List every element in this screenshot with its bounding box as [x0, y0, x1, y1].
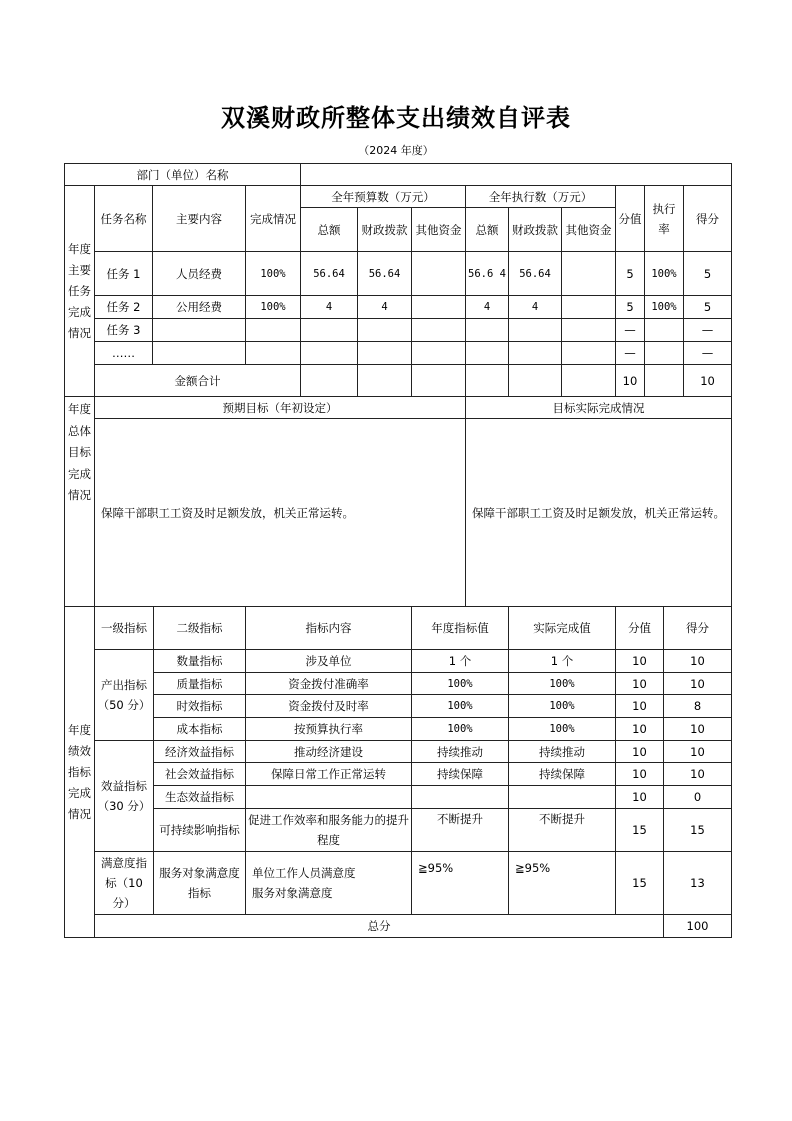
task-row: [65, 342, 732, 365]
task-exec-fiscal: 56.64: [509, 252, 562, 296]
expected-header: 预期目标（年初设定）: [95, 397, 466, 419]
task-score: 5: [684, 296, 732, 319]
ind-content: 资金拨付准确率: [246, 673, 412, 695]
indicator-row: [65, 852, 732, 915]
goals-side-label: 年度总体目标完成情况: [65, 397, 95, 607]
task-name: ……: [95, 342, 153, 365]
ind-level2: 质量指标: [154, 673, 246, 695]
sum-cell: [562, 365, 616, 397]
group-benefit: 效益指标（30 分）: [95, 741, 154, 852]
indicator-row: [65, 786, 732, 809]
sum-cell: [301, 365, 358, 397]
ind-target: [412, 786, 509, 809]
hdr-budget-group: 全年预算数（万元）: [301, 186, 466, 208]
actual-header: 目标实际完成情况: [466, 397, 732, 419]
task-exec-other: [562, 252, 616, 296]
hdr-exec-fiscal: 财政拨款: [509, 208, 562, 252]
tasks-side-label: 年度主要任务完成情况: [65, 186, 95, 397]
ind-content: 促进工作效率和服务能力的提升程度: [246, 809, 412, 852]
indicator-row: [65, 809, 732, 852]
task-rate: 100%: [645, 252, 684, 296]
sum-cell: [509, 365, 562, 397]
task-budget-other: [412, 319, 466, 342]
hdr-target: 年度指标值: [412, 607, 509, 650]
task-row: [65, 252, 732, 296]
ind-value: 10: [616, 763, 664, 786]
ind-target: 100%: [412, 673, 509, 695]
task-name: 任务 3: [95, 319, 153, 342]
ind-content: 资金拨付及时率: [246, 695, 412, 718]
hdr-exec-other: 其他资金: [562, 208, 616, 252]
ind-value: 15: [616, 852, 664, 915]
sum-cell: [358, 365, 412, 397]
sum-row: [65, 365, 732, 397]
indicators-table: [64, 606, 732, 938]
ind-score: 10: [664, 673, 732, 695]
ind-content: 推动经济建设: [246, 741, 412, 763]
ind-score: 0: [664, 786, 732, 809]
hdr-completion: 完成情况: [246, 186, 301, 252]
indicator-row: [65, 718, 732, 741]
total-row: [65, 915, 732, 938]
task-exec-other: [562, 342, 616, 365]
task-name: 任务 2: [95, 296, 153, 319]
indicator-row: [65, 741, 732, 763]
group-output: 产出指标（50 分）: [95, 650, 154, 741]
hdr-budget-other: 其他资金: [412, 208, 466, 252]
hdr-score-value: 分值: [616, 186, 645, 252]
ind-content-line: 服务对象满意度: [252, 886, 333, 900]
task-budget-other: [412, 342, 466, 365]
ind-actual: 100%: [509, 673, 616, 695]
hdr-task-name: 任务名称: [95, 186, 153, 252]
task-budget-total: 56.64: [301, 252, 358, 296]
ind-content: 涉及单位: [246, 650, 412, 673]
ind-level2: 社会效益指标: [154, 763, 246, 786]
actual-text: 保障干部职工工资及时足额发放，机关正常运转。: [466, 419, 732, 607]
year-subtitle: （2024 年度）: [358, 144, 434, 157]
ind-value: 10: [616, 673, 664, 695]
ind-target: 不断提升: [412, 809, 509, 852]
ind-target: 100%: [412, 695, 509, 718]
task-value: —: [616, 342, 645, 365]
indicator-row: [65, 763, 732, 786]
task-content: 公用经费: [153, 296, 246, 319]
task-budget-fiscal: [358, 342, 412, 365]
task-value: —: [616, 319, 645, 342]
sum-label: 金额合计: [95, 365, 301, 397]
ind-value: 10: [616, 786, 664, 809]
task-value: 5: [616, 252, 645, 296]
ind-content: 按预算执行率: [246, 718, 412, 741]
ind-value: 10: [616, 741, 664, 763]
ind-target: 持续保障: [412, 763, 509, 786]
ind-score: 13: [664, 852, 732, 915]
task-budget-fiscal: 56.64: [358, 252, 412, 296]
ind-actual: 100%: [509, 718, 616, 741]
group-satisfaction: 满意度指标（10分）: [95, 852, 154, 915]
task-completion: [246, 342, 301, 365]
ind-score: 10: [664, 741, 732, 763]
tasks-table: [64, 163, 732, 397]
ind-actual: 持续保障: [509, 763, 616, 786]
task-rate: 100%: [645, 296, 684, 319]
ind-content: [246, 852, 412, 915]
ind-score: 10: [664, 718, 732, 741]
ind-value: 10: [616, 650, 664, 673]
ind-level2: 生态效益指标: [154, 786, 246, 809]
goals-table: [64, 396, 732, 607]
hdr-score: 得分: [664, 607, 732, 650]
task-exec-fiscal: [509, 319, 562, 342]
sum-cell: [412, 365, 466, 397]
task-row: [65, 296, 732, 319]
total-label: 总分: [95, 915, 664, 938]
task-completion: 100%: [246, 296, 301, 319]
task-exec-total: [466, 319, 509, 342]
hdr-level1: 一级指标: [95, 607, 154, 650]
ind-target: 持续推动: [412, 741, 509, 763]
ind-score: 15: [664, 809, 732, 852]
ind-level2: 数量指标: [154, 650, 246, 673]
total-value: 100: [664, 915, 732, 938]
task-budget-total: [301, 342, 358, 365]
task-exec-total: 4: [466, 296, 509, 319]
task-rate: [645, 342, 684, 365]
ind-score: 8: [664, 695, 732, 718]
task-budget-fiscal: 4: [358, 296, 412, 319]
task-exec-other: [562, 296, 616, 319]
ind-content: 保障日常工作正常运转: [246, 763, 412, 786]
task-row: [65, 319, 732, 342]
ind-level2: 成本指标: [154, 718, 246, 741]
hdr-actual: 实际完成值: [509, 607, 616, 650]
ind-actual: 持续推动: [509, 741, 616, 763]
hdr-exec-total: 总额: [466, 208, 509, 252]
ind-level2: 可持续影响指标: [154, 809, 246, 852]
task-name: 任务 1: [95, 252, 153, 296]
expected-text: 保障干部职工工资及时足额发放，机关正常运转。: [95, 419, 466, 607]
ind-target: 1 个: [412, 650, 509, 673]
hdr-main-content: 主要内容: [153, 186, 246, 252]
ind-score: 10: [664, 763, 732, 786]
ind-actual: 100%: [509, 695, 616, 718]
hdr-value: 分值: [616, 607, 664, 650]
ind-value: 10: [616, 695, 664, 718]
indicator-row: [65, 650, 732, 673]
indicators-side-label: 年度绩效指标完成情况: [65, 607, 95, 938]
hdr-content: 指标内容: [246, 607, 412, 650]
task-completion: 100%: [246, 252, 301, 296]
ind-level2: 经济效益指标: [154, 741, 246, 763]
indicator-row: [65, 695, 732, 718]
task-value: 5: [616, 296, 645, 319]
sum-score: 10: [684, 365, 732, 397]
task-completion: [246, 319, 301, 342]
task-exec-fiscal: 4: [509, 296, 562, 319]
hdr-budget-fiscal: 财政拨款: [358, 208, 412, 252]
sum-cell: [466, 365, 509, 397]
sum-value: 10: [616, 365, 645, 397]
task-budget-total: 4: [301, 296, 358, 319]
ind-value: 15: [616, 809, 664, 852]
ind-content: [246, 786, 412, 809]
ind-actual: 不断提升: [509, 809, 616, 852]
hdr-exec-rate: 执行率: [645, 186, 684, 252]
task-exec-total: [466, 342, 509, 365]
task-budget-other: [412, 252, 466, 296]
hdr-score: 得分: [684, 186, 732, 252]
task-exec-total: 56.6 4: [466, 252, 509, 296]
task-budget-other: [412, 296, 466, 319]
ind-value: 10: [616, 718, 664, 741]
task-rate: [645, 319, 684, 342]
page-title: 双溪财政所整体支出绩效自评表: [221, 103, 571, 132]
task-content: 人员经费: [153, 252, 246, 296]
indicator-row: [65, 673, 732, 695]
ind-level2: 时效指标: [154, 695, 246, 718]
ind-content-line: 单位工作人员满意度: [252, 866, 356, 880]
hdr-level2: 二级指标: [154, 607, 246, 650]
ind-score: 10: [664, 650, 732, 673]
task-content: [153, 319, 246, 342]
hdr-exec-group: 全年执行数（万元）: [466, 186, 616, 208]
ind-actual: 1 个: [509, 650, 616, 673]
ind-actual: ≧95%: [509, 852, 616, 915]
task-score: —: [684, 319, 732, 342]
hdr-budget-total: 总额: [301, 208, 358, 252]
ind-target: 100%: [412, 718, 509, 741]
task-exec-other: [562, 319, 616, 342]
dept-value: [301, 164, 732, 186]
sum-cell: [645, 365, 684, 397]
task-score: —: [684, 342, 732, 365]
task-content: [153, 342, 246, 365]
ind-level2: 服务对象满意度指标: [154, 852, 246, 915]
task-budget-total: [301, 319, 358, 342]
ind-target: ≧95%: [412, 852, 509, 915]
task-score: 5: [684, 252, 732, 296]
task-budget-fiscal: [358, 319, 412, 342]
ind-actual: [509, 786, 616, 809]
dept-label: 部门（单位）名称: [65, 164, 301, 186]
task-exec-fiscal: [509, 342, 562, 365]
